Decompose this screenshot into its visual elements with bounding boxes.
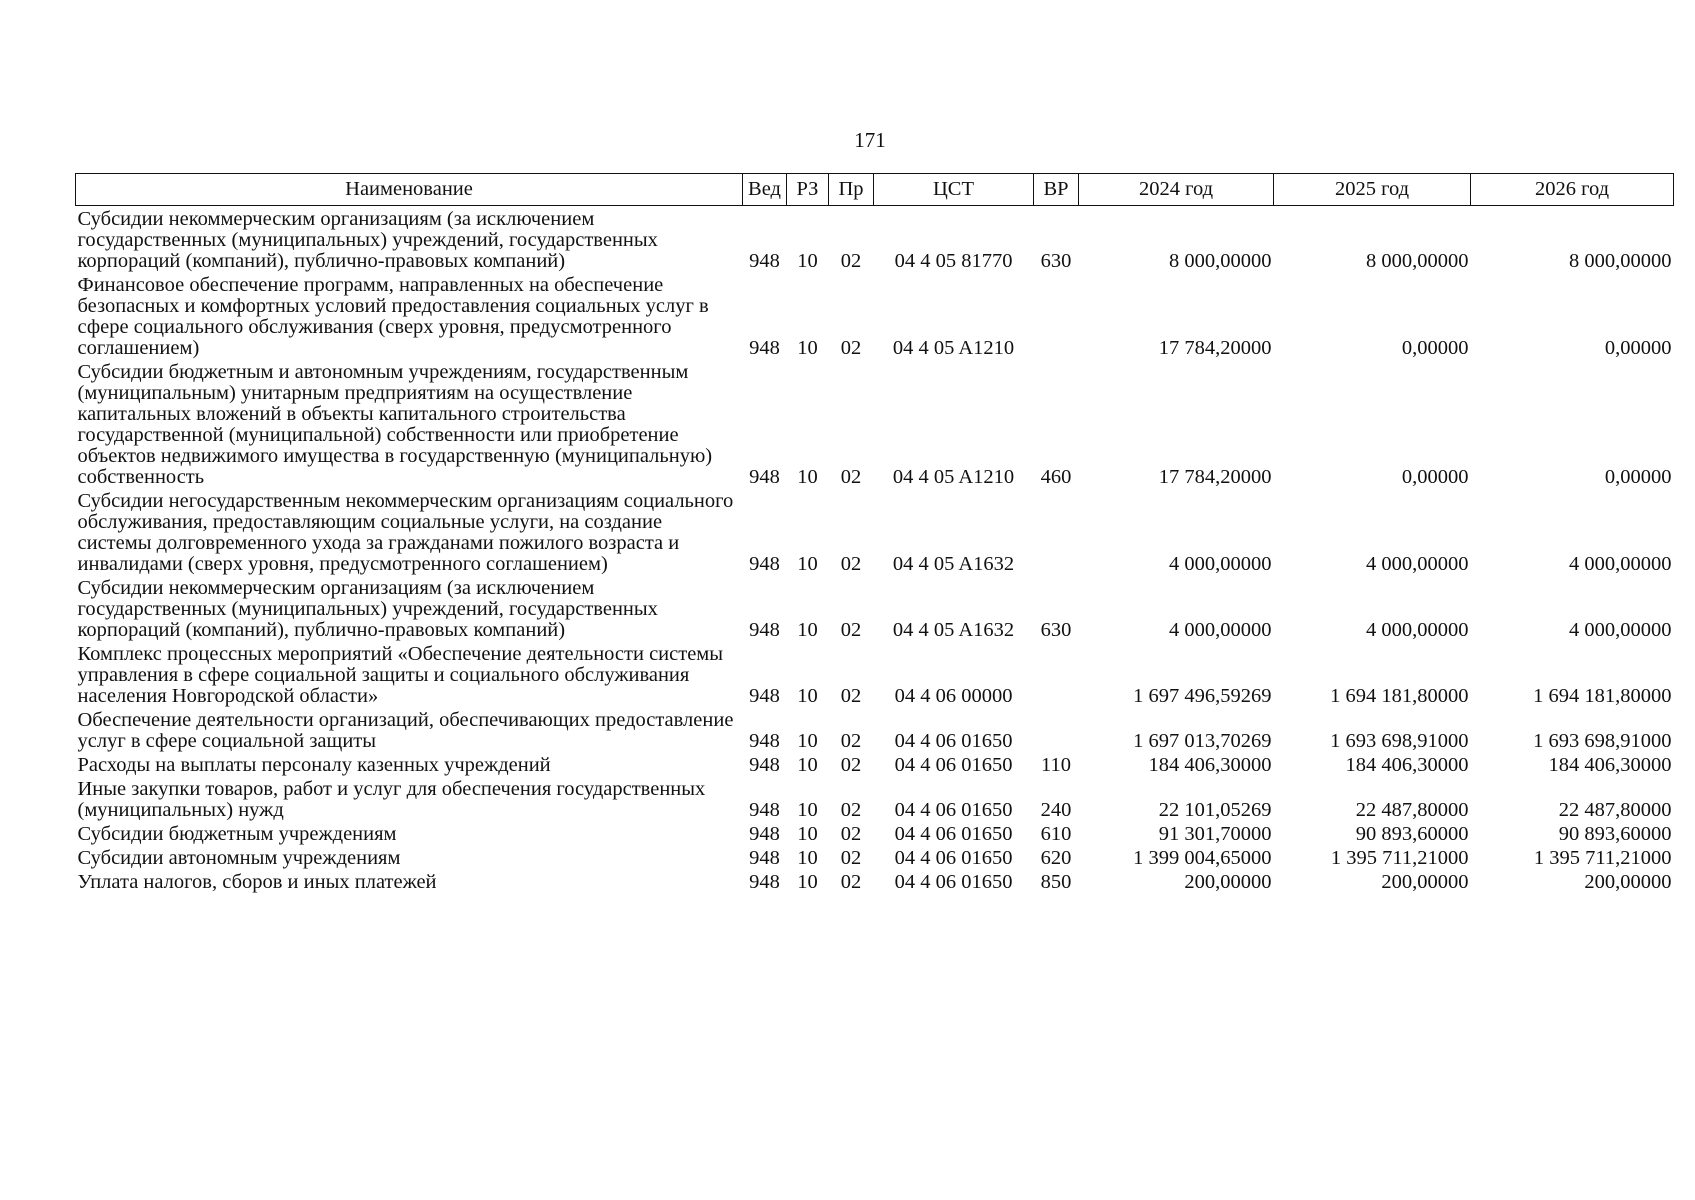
budget-table <box>75 173 1674 893</box>
row-vr: 630 <box>1040 250 1072 272</box>
row-name: Иные закупки товаров, работ и услуг для обеспечения государственных (муниципальных) нужд <box>77 778 706 821</box>
row-2026: 90 893,60000 <box>1558 823 1672 845</box>
row-2024: 22 101,05269 <box>1158 799 1272 821</box>
row-cst: 04 4 05 A1210 <box>892 466 1015 488</box>
row-rz: 10 <box>797 619 818 641</box>
header-cst: ЦСТ <box>874 174 1034 206</box>
row-vr: 610 <box>1040 823 1072 845</box>
row-name: Расходы на выплаты персоналу казенных учреждений <box>77 754 551 776</box>
row-vr <box>1034 272 1079 359</box>
row-name: Финансовое обеспечение программ, направленных на обеспечение безопасных и комфортных условий предоставления социальных услуг в сфере социального обслуживания (сверх уровня, предусмотренного соглашением) <box>77 274 709 359</box>
row-cst: 04 4 05 A1632 <box>892 619 1015 641</box>
row-pr: 02 <box>840 754 862 776</box>
row-pr: 02 <box>840 250 862 272</box>
row-ved: 948 <box>749 553 780 575</box>
row-name: Обеспечение деятельности организаций, обеспечивающих предоставление услуг в сфере социальной защиты <box>77 709 734 752</box>
row-ved: 948 <box>749 754 780 776</box>
row-cst: 04 4 06 01650 <box>894 730 1013 752</box>
row-vr: 850 <box>1040 871 1072 893</box>
row-2026: 0,00000 <box>1604 466 1672 488</box>
row-ved: 948 <box>749 823 780 845</box>
row-rz: 10 <box>797 847 818 869</box>
row-name: Субсидии негосударственным некоммерческим организациям социального обслуживания, предоставляющим социальные услуги, на создание системы долговременного ухода за гражданами пожилого возраста и инвалидами (сверх уровня, предусмотренного соглашением) <box>77 490 734 575</box>
row-2025: 8 000,00000 <box>1366 250 1469 272</box>
row-2025: 90 893,60000 <box>1355 823 1469 845</box>
row-2024: 4 000,00000 <box>1169 619 1272 641</box>
row-ved: 948 <box>749 730 780 752</box>
row-rz: 10 <box>797 337 818 359</box>
row-2024: 1 697 496,59269 <box>1133 685 1272 707</box>
row-2024: 4 000,00000 <box>1169 553 1272 575</box>
row-2024: 91 301,70000 <box>1158 823 1272 845</box>
header-pr: Пр <box>829 174 874 206</box>
row-2025: 1 694 181,80000 <box>1330 685 1469 707</box>
row-rz: 10 <box>797 754 818 776</box>
row-rz: 10 <box>797 730 818 752</box>
table-row <box>76 707 1674 752</box>
row-vr: 620 <box>1040 847 1072 869</box>
row-2026: 200,00000 <box>1584 871 1672 893</box>
row-cst: 04 4 06 01650 <box>894 754 1013 776</box>
table-row <box>76 752 1674 776</box>
row-rz: 10 <box>797 871 818 893</box>
row-rz: 10 <box>797 823 818 845</box>
row-vr <box>1034 488 1079 575</box>
row-vr <box>1034 707 1079 752</box>
row-pr: 02 <box>840 337 862 359</box>
row-2026: 8 000,00000 <box>1569 250 1672 272</box>
row-name: Уплата налогов, сборов и иных платежей <box>77 871 437 893</box>
header-ved: Вед <box>743 174 787 206</box>
row-cst: 04 4 06 01650 <box>894 847 1013 869</box>
table-row <box>76 845 1674 869</box>
row-2025: 184 406,30000 <box>1345 754 1469 776</box>
row-vr: 110 <box>1041 754 1071 776</box>
row-pr: 02 <box>840 685 862 707</box>
row-pr: 02 <box>840 619 862 641</box>
row-name: Субсидии автономным учреждениям <box>77 847 401 869</box>
row-ved: 948 <box>749 250 780 272</box>
row-2025: 0,00000 <box>1401 466 1469 488</box>
table-row <box>76 272 1674 359</box>
row-2024: 200,00000 <box>1184 871 1272 893</box>
row-name: Субсидии некоммерческим организациям (за исключением государственных (муниципальных) учреждений, государственных корпораций (компаний), публично-правовых компаний) <box>77 208 658 272</box>
row-2024: 184 406,30000 <box>1148 754 1272 776</box>
row-2024: 1 399 004,65000 <box>1133 847 1272 869</box>
header-2025: 2025 год <box>1274 174 1471 206</box>
row-2026: 4 000,00000 <box>1569 619 1672 641</box>
row-pr: 02 <box>840 730 862 752</box>
row-ved: 948 <box>749 685 780 707</box>
row-pr: 02 <box>840 823 862 845</box>
header-vr: ВР <box>1034 174 1079 206</box>
table-row <box>76 641 1674 707</box>
row-ved: 948 <box>749 847 780 869</box>
row-2025: 0,00000 <box>1401 337 1469 359</box>
row-2025: 4 000,00000 <box>1366 553 1469 575</box>
header-name: Наименование <box>76 174 743 206</box>
header-rz: РЗ <box>787 174 829 206</box>
row-2026: 0,00000 <box>1604 337 1672 359</box>
row-vr: 240 <box>1040 799 1072 821</box>
row-name: Субсидии бюджетным учреждениям <box>77 823 397 845</box>
row-cst: 04 4 05 A1632 <box>892 553 1015 575</box>
row-cst: 04 4 06 00000 <box>894 685 1013 707</box>
row-pr: 02 <box>840 847 862 869</box>
row-cst: 04 4 05 A1210 <box>892 337 1015 359</box>
row-cst: 04 4 06 01650 <box>894 799 1013 821</box>
row-2026: 22 487,80000 <box>1558 799 1672 821</box>
row-pr: 02 <box>840 871 862 893</box>
row-ved: 948 <box>749 619 780 641</box>
row-2025: 1 693 698,91000 <box>1330 730 1469 752</box>
row-name: Субсидии бюджетным и автономным учреждениям, государственным (муниципальным) унитарным предприятиям на осуществление капитальных вложений в объекты капитального строительства государственной (муниципальной) собственности или приобретение объектов недвижимого имущества в государственную (муниципальную) собственность <box>77 361 713 488</box>
row-ved: 948 <box>749 799 780 821</box>
row-2024: 1 697 013,70269 <box>1133 730 1272 752</box>
row-ved: 948 <box>749 466 780 488</box>
row-2026: 184 406,30000 <box>1548 754 1672 776</box>
row-2025: 200,00000 <box>1381 871 1469 893</box>
row-pr: 02 <box>840 553 862 575</box>
row-2026: 1 395 711,21000 <box>1533 847 1672 869</box>
table-row <box>76 821 1674 845</box>
row-rz: 10 <box>797 466 818 488</box>
row-name: Субсидии некоммерческим организациям (за исключением государственных (муниципальных) учреждений, государственных корпораций (компаний), публично-правовых компаний) <box>77 577 658 641</box>
row-rz: 10 <box>797 553 818 575</box>
row-vr: 630 <box>1040 619 1072 641</box>
row-pr: 02 <box>840 466 862 488</box>
table-row <box>76 359 1674 488</box>
row-vr: 460 <box>1040 466 1072 488</box>
row-ved: 948 <box>749 337 780 359</box>
row-2025: 1 395 711,21000 <box>1330 847 1469 869</box>
row-rz: 10 <box>797 685 818 707</box>
row-2025: 4 000,00000 <box>1366 619 1469 641</box>
row-2024: 8 000,00000 <box>1169 250 1272 272</box>
header-2024: 2024 год <box>1079 174 1274 206</box>
row-2026: 1 693 698,91000 <box>1533 730 1672 752</box>
table-row <box>76 776 1674 821</box>
row-name: Комплекс процессных мероприятий «Обеспечение деятельности системы управления в сфере социальной защиты и социального обслуживания населения Новгородской области» <box>77 643 724 707</box>
row-2025: 22 487,80000 <box>1355 799 1469 821</box>
row-ved: 948 <box>749 871 780 893</box>
header-2026: 2026 год <box>1471 174 1674 206</box>
header-row <box>76 174 1674 206</box>
row-2026: 4 000,00000 <box>1569 553 1672 575</box>
row-cst: 04 4 06 01650 <box>894 871 1013 893</box>
table-row <box>76 488 1674 575</box>
row-pr: 02 <box>840 799 862 821</box>
row-rz: 10 <box>797 799 818 821</box>
row-cst: 04 4 06 01650 <box>894 823 1013 845</box>
row-rz: 10 <box>797 250 818 272</box>
table-row <box>76 206 1674 273</box>
row-2024: 17 784,20000 <box>1158 337 1272 359</box>
row-cst: 04 4 05 81770 <box>894 250 1013 272</box>
row-2026: 1 694 181,80000 <box>1533 685 1672 707</box>
page-number: 171 <box>854 128 886 152</box>
table-row <box>76 575 1674 641</box>
row-vr <box>1034 641 1079 707</box>
table-row <box>76 869 1674 893</box>
row-2024: 17 784,20000 <box>1158 466 1272 488</box>
